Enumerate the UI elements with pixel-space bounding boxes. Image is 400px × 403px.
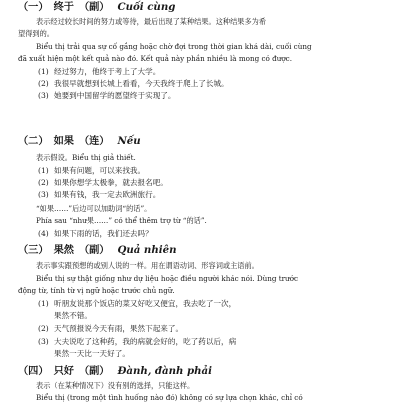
note-vi: Phía sau “như果……” có thể thêm trợ từ “的话”. bbox=[36, 216, 207, 225]
definition-vi: động từ, tính từ vị ngữ hoặc trước chủ ngữ. bbox=[18, 286, 175, 295]
definition-cn: 表示假设。Biểu thị giả thiết. bbox=[36, 153, 136, 162]
part-of-speech: （副） bbox=[78, 245, 110, 256]
definition-cn: 表示经过较长时间的努力或等待，最后出现了某种结果。这种结果多为希 bbox=[36, 17, 267, 26]
example-line: (3) 如果有钱，我一定去欧洲旅行。 bbox=[38, 190, 161, 199]
section-heading bbox=[18, 243, 182, 257]
example-line: (2) 天气预报说今天有雨，果然下起来了。 bbox=[38, 324, 184, 333]
section-number: （一） bbox=[18, 2, 49, 13]
vietnamese-meaning: Nếu bbox=[117, 135, 141, 147]
section-word: 只好 bbox=[53, 366, 74, 377]
section-heading bbox=[18, 364, 217, 378]
definition-cn: 望得到的。 bbox=[18, 29, 54, 38]
example-line: (1) 如果有问题，可以来找我。 bbox=[38, 166, 146, 175]
part-of-speech: （副） bbox=[78, 2, 110, 13]
section-number: （四） bbox=[18, 366, 49, 377]
vietnamese-meaning: Quả nhiên bbox=[117, 244, 177, 256]
example-line: (1) 听朋友说那个饭店的菜又好吃又便宜，我去吃了一次， bbox=[38, 299, 237, 308]
example-line: (3) 她要到中国留学的愿望终于实现了。 bbox=[38, 91, 176, 100]
section-heading bbox=[18, 0, 180, 14]
definition-cn: 表示事实跟预想的或别人说的一样。用在谓语动词、形容词或主语前。 bbox=[36, 261, 259, 270]
section-heading bbox=[18, 134, 146, 148]
section-word: 果然 bbox=[53, 245, 74, 256]
section-word: 终于 bbox=[53, 2, 74, 13]
section-number: （三） bbox=[18, 245, 49, 256]
example-line: (1) 经过努力，他终于考上了大学。 bbox=[38, 67, 161, 76]
definition-vi: Biểu thị sự thật giống như dự liệu hoặc điều người khác nói. Dùng trước bbox=[36, 274, 299, 283]
definition-cn: 表示（在某种情况下）没有别的选择，只能这样。 bbox=[36, 381, 195, 390]
definition-vi: Biểu thị trải qua sự cố gắng hoặc chờ đợi trong thời gian khá dài, cuối cùng bbox=[36, 42, 312, 51]
example-line: (2) 如果你想学太极拳，就去报名吧。 bbox=[38, 178, 168, 187]
note-cn: “如果……”后边可以加助词“的话”。 bbox=[36, 204, 152, 213]
section-word: 如果 bbox=[53, 136, 74, 147]
part-of-speech: （连） bbox=[78, 136, 110, 147]
section-number: （二） bbox=[18, 136, 49, 147]
vietnamese-meaning: Cuối cùng bbox=[117, 1, 176, 13]
part-of-speech: （副） bbox=[78, 366, 110, 377]
definition-vi: đã xuất hiện một kết quả nào đó. Kết quả này phần nhiều là mong có được. bbox=[18, 54, 292, 63]
example-line: 果然一天比一天好了。 bbox=[54, 349, 130, 358]
example-line: 果然不错。 bbox=[54, 311, 92, 320]
example-line: (3) 大夫说吃了这种药，我的病就会好的，吃了药以后，病 bbox=[38, 337, 237, 346]
example-line: (4) 如果下雨的话，我们还去吗？ bbox=[38, 229, 153, 238]
example-line: (2) 我很早就想到长城上看看，今天我终于爬上了长城。 bbox=[38, 79, 229, 88]
vietnamese-meaning: Đành, đành phải bbox=[117, 365, 212, 377]
definition-vi: Biểu thị (trong một tình huống nào đó) không có sự lựa chọn khác, chỉ có bbox=[36, 393, 303, 402]
